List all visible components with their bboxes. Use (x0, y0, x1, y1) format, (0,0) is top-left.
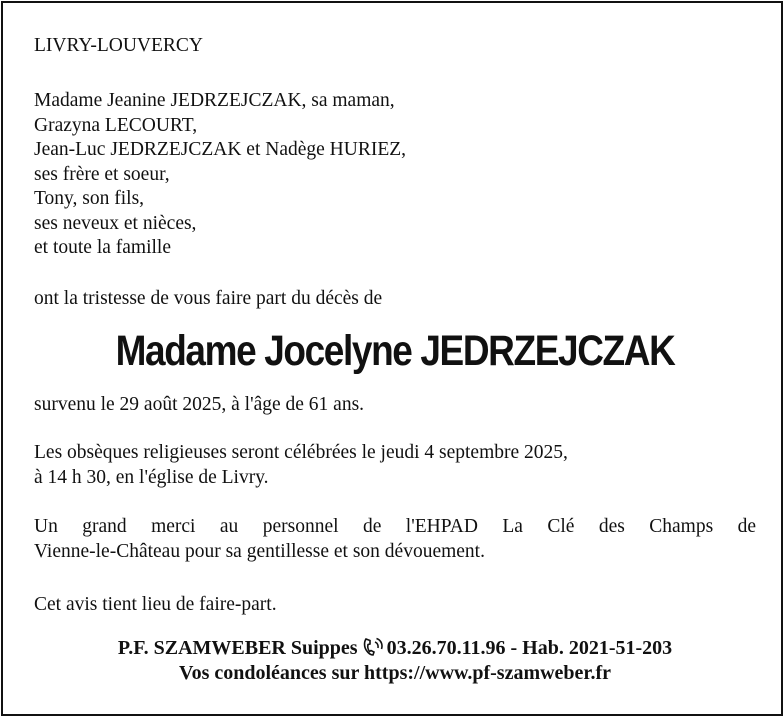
family-line: Madame Jeanine JEDRZEJCZAK, sa maman, (34, 90, 395, 111)
habilitation-number: Hab. 2021-51-203 (522, 637, 673, 659)
obituary-notice (1, 1, 783, 716)
telephone-icon (363, 637, 385, 657)
family-line: ses frère et soeur, (34, 163, 170, 185)
announcement-text: ont la tristesse de vous faire part du décès de (34, 288, 383, 309)
family-line: et toute la famille (34, 237, 171, 258)
family-line: Tony, son fils, (34, 188, 145, 209)
funeral-line: à 14 h 30, en l'église de Livry. (34, 466, 269, 488)
family-line: ses neveux et nièces, (34, 212, 197, 234)
funeral-home-line (3, 636, 784, 661)
thanks-line: Vienne-le-Château pour sa gentillesse et son dévouement. (34, 540, 485, 562)
closing-text: Cet avis tient lieu de faire-part. (34, 594, 277, 615)
deceased-name: Madame Jocelyne JEDRZEJCZAK (115, 327, 675, 375)
thanks-paragraph (34, 515, 756, 540)
phone-number: 03.26.70.11.96 (386, 637, 506, 659)
separator: - (510, 637, 518, 659)
family-line: Grazyna LECOURT, (34, 114, 198, 136)
family-line: Jean-Luc JEDRZEJCZAK et Nadège HURIEZ, (34, 139, 407, 160)
funeral-home-name: P.F. SZAMWEBER Suippes (117, 637, 358, 659)
death-info: survenu le 29 août 2025, à l'âge de 61 ans. (34, 394, 365, 415)
thanks-line: Un grand merci au personnel de l'EHPAD La Clé des Champs de (34, 516, 756, 537)
location-heading: LIVRY-LOUVERCY (34, 35, 203, 56)
condolences-line: Vos condoléances sur https://www.pf-szamweber.fr (178, 662, 612, 684)
funeral-line: Les obsèques religieuses seront célébrées le jeudi 4 septembre 2025, (34, 442, 568, 463)
